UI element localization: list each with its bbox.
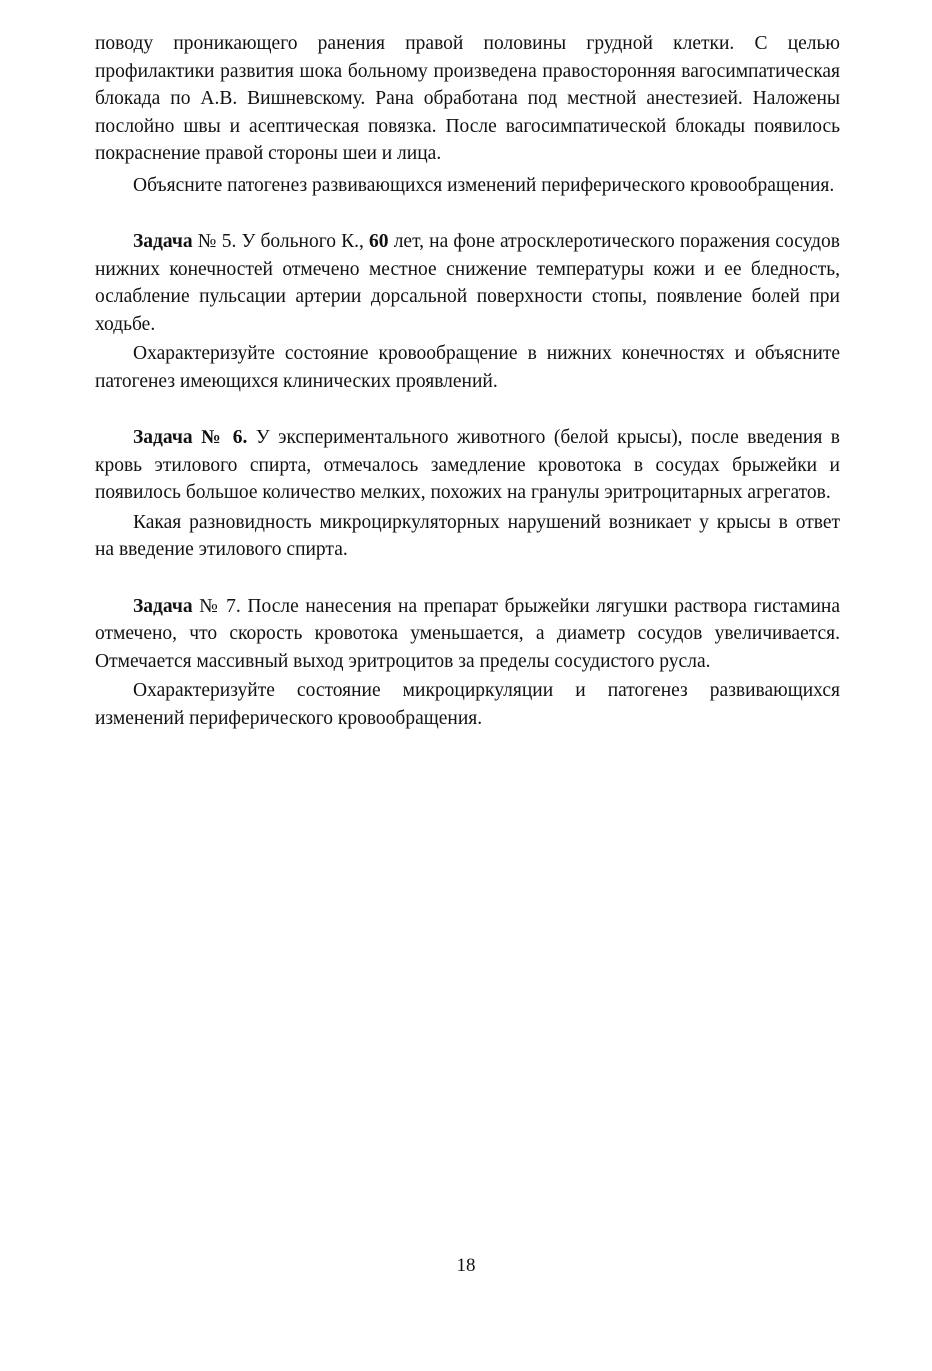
task-6-body — [95, 424, 840, 507]
task-6-question: Какая разновидность микроциркуляторных нарушений возникает у крысы в ответ на введение этилового спирта. — [95, 511, 840, 560]
task-7-text: После нанесения на препарат брыжейки лягушки раствора гистамина отмечено, что скорость кровотока уменьшается, а диаметр сосудов увеличивается. Отмечается массивный выход эритроцитов за пределы сосудистого русла. — [95, 595, 841, 672]
task-7-label-word: Задача — [133, 595, 193, 617]
task-5 — [95, 228, 840, 395]
task-7 — [95, 593, 840, 733]
task-5-label-word: Задача — [133, 231, 193, 252]
task-5-text-end: лет, на фоне атросклеротического поражения сосудов нижних конечностей отмечено местное снижение температуры кожи и ее бледность, ослабление пульсации артерии дорсальной поверхности стопы, появление болей при ходьбе. — [95, 231, 840, 335]
task-5-question: Охарактеризуйте состояние кровообращение в нижних конечностях и объясните патогенез имеющихся клинических проявлений. — [95, 343, 840, 392]
task-5-label-number: № 5. — [192, 231, 237, 252]
task-5-text-start: У больного К., — [236, 231, 370, 252]
task-7-body — [95, 593, 840, 676]
document-page — [95, 30, 840, 732]
intro-case-text: поводу проникающего ранения правой половины грудной клетки. С целью профилактики развития шока больному произведена правосторонняя вагосимпатическая блокада по А.В. Вишневскому. Рана обработана под местной анестезией. Наложены послойно швы и асептическая повязка. После вагосимпатической блокады появилось покраснение правой стороны шеи и лица. — [95, 33, 840, 164]
intro-question: Объясните патогенез развивающихся изменений периферического кровообращения. — [133, 174, 835, 196]
task-6-text: У экспериментального животного (белой крысы), после введения в кровь этилового спирта, отмечалось замедление кровотока в сосудах брыжейки и появилось большое количество мелких, похожих на гранулы эритроцитарных агрегатов. — [95, 427, 841, 503]
page-number: 18 — [456, 1255, 476, 1276]
task-7-question: Охарактеризуйте состояние микроциркуляции и патогенез развивающихся изменений периферического кровообращения. — [95, 680, 840, 729]
task-6 — [95, 424, 840, 564]
task-5-body — [95, 228, 840, 338]
task-7-label-number: № 7. — [192, 595, 241, 617]
task-6-label: Задача № 6. — [133, 427, 248, 448]
task-5-age: 60 — [369, 231, 389, 252]
